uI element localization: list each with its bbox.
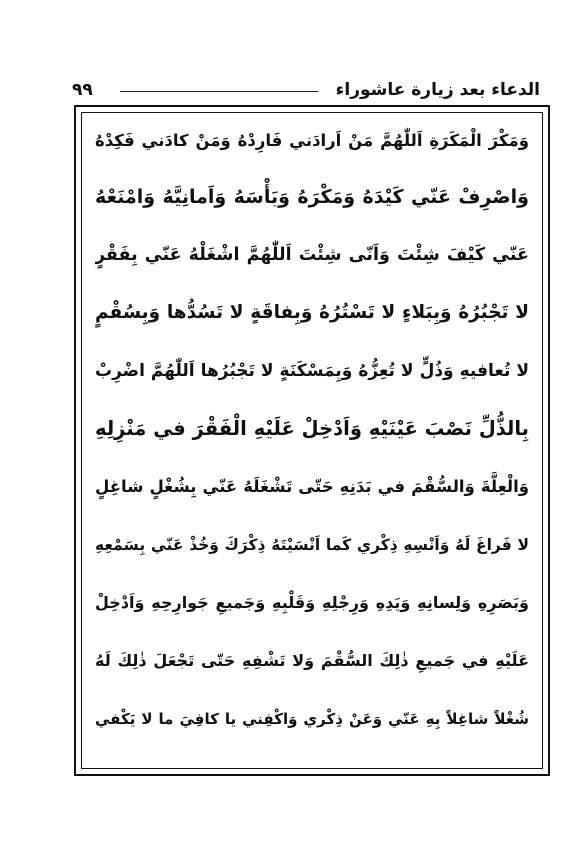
text-line-7: وَالْعِلَّةَ وَالسُّقْمَ في بَدَنِهِ حَتّى تَشْغَلَهُ عَنّي بِشُغْلٍ شاغِلٍ <box>95 477 529 496</box>
running-header <box>72 78 540 104</box>
text-line-1: وَمَكْرَ الْمَكَرَةِ اَللّٰهُمَّ مَنْ اَرادَني فَارِدْهُ وَمَنْ كادَني فَكِدْهُ <box>95 131 529 150</box>
text-line-4: لا تَجْبُرُهُ وَبِبَلاءٍ لا تَسْتُرُهُ وَبِفاقَةٍ لا تَسُدُّها وَبِسُقْمٍ <box>95 302 529 323</box>
text-line-6: بِالذُّلِّ نَصْبَ عَيْنَيْهِ وَاَدْخِلْ عَلَيْهِ الْفَقْرَ في مَنْزِلِهِ <box>95 417 529 440</box>
text-line-11: شُغْلاً شاغِلاً بِهِ عَنّي وَعَنْ ذِكْري وَاكْفِني يا كافِيَ ما لا يَكْفي <box>95 710 529 728</box>
text-line-3: عَنّي كَيْفَ شِئْتَ وَاَنّى شِئْتَ اَللّٰهُمَّ اشْغَلْهُ عَنّي بِفَقْرٍ <box>95 245 529 265</box>
text-line-2: وَاصْرِفْ عَنّي كَيْدَهُ وَمَكْرَهُ وَبَأْسَهُ وَاَمانِيَّهُ وَامْنَعْهُ <box>95 186 529 208</box>
text-line-9: وَبَصَرِهِ وَلِسانِهِ وَيَدِهِ وَرِجْلِهِ وَقَلْبِهِ وَجَميعِ جَوارِحِهِ وَاَدْخِلْ <box>95 593 529 612</box>
text-line-5: لا تُعافيهِ وَذُلٍّ لا تُعِزُّهُ وَبِمَسْكَنَةٍ لا تَجْبُرُها اَللّٰهُمَّ اضْرِبْ <box>95 361 529 381</box>
text-line-10: عَلَيْهِ في جَميعِ ذٰلِكَ السُّقْمَ وَلا تَشْفِهِ حَتّى تَجْعَلَ ذٰلِكَ لَهُ <box>95 651 529 670</box>
header-title: الدعاء بعد زيارة عاشوراء <box>335 80 540 100</box>
text-line-8: لا فَراغَ لَهُ وَاَنْسِهِ ذِكْري كَما اَنْسَيْتَهُ ذِكْرَكَ وَخُذْ عَنّي بِسَمْعِهِ <box>95 536 529 554</box>
prayer-text-block <box>95 118 529 758</box>
page-number: ٩٩ <box>72 80 93 100</box>
header-rule <box>120 91 318 92</box>
